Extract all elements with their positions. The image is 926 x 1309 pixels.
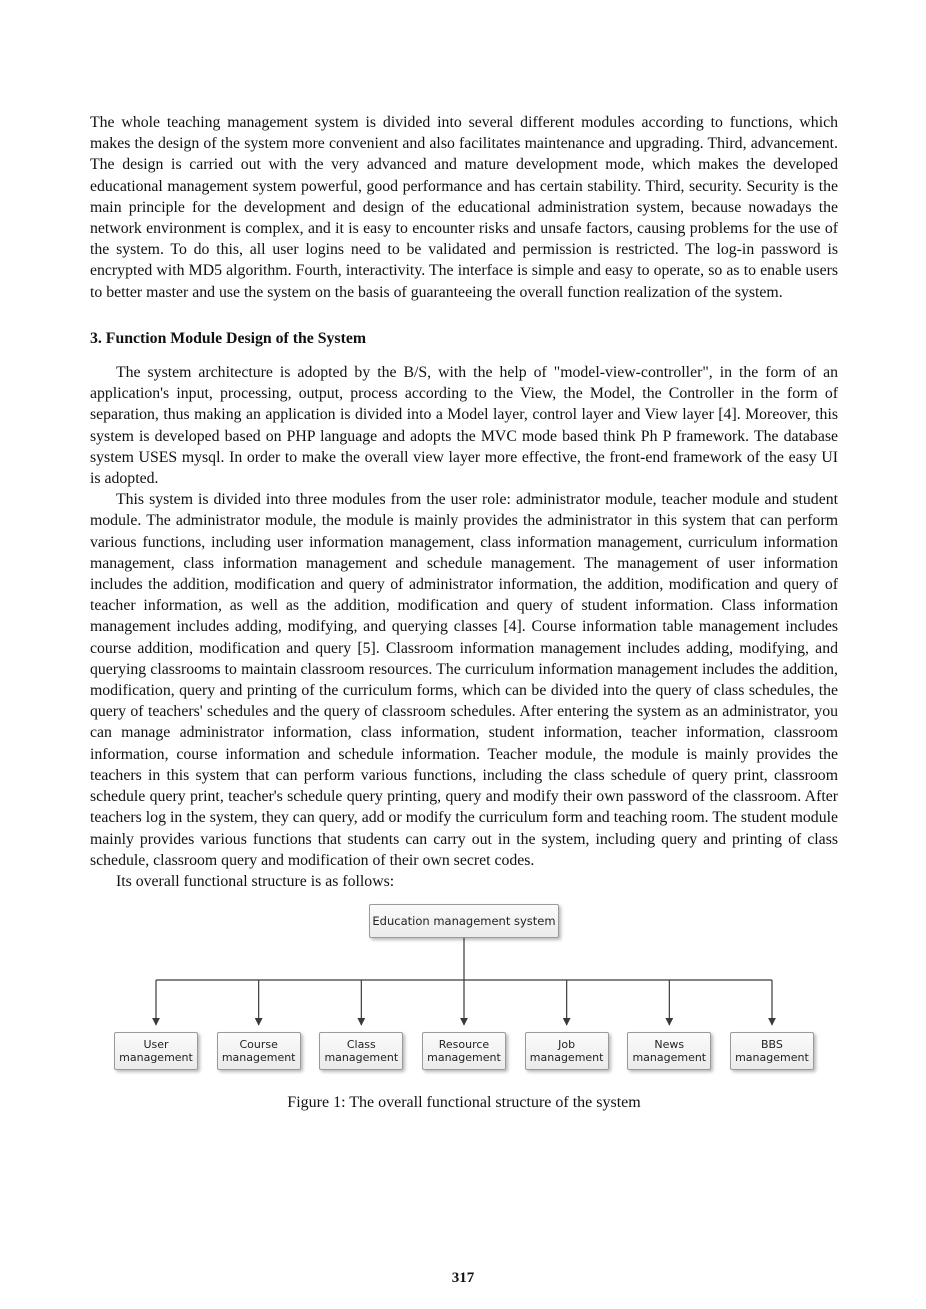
diagram-node-news-management: News management	[627, 1032, 711, 1070]
paragraph-architecture: The system architecture is adopted by the B/S, with the help of "model-view-controller", in the form of an application's input, processing, output, process according to the View, the Model, the Controller in the form of separation, thus making an application is divided into a Model layer, control layer and View layer [4]. Moreover, this system is developed based on PHP language and adopts the MVC mode based think Ph P framework. The database system USES mysql. In order to make the overall view layer more effective, the front-end framework of the easy UI is adopted.	[90, 364, 838, 488]
diagram-node-job-management: Job management	[525, 1032, 609, 1070]
diagram-node-bbs-management: BBS management	[730, 1032, 814, 1070]
paragraph-design-principles: The whole teaching management system is divided into several different modules according to functions, which makes the design of the system more convenient and also facilitates maintenance and upgrading. Third, advancement. The design is carried out with the very advanced and mature development mode, which makes the developed educational management system powerful, good performance and has certain stability. Third, security. Security is the main principle for the development and design of the educational administration system, because nowadays the network environment is complex, and it is easy to encounter risks and unsafe factors, causing problems for the use of the system. To do this, all user logins need to be validated and permission is restricted. The log-in password is encrypted with MD5 algorithm. Fourth, interactivity. The interface is simple and easy to operate, so as to enable users to better master and use the system on the basis of guaranteeing the overall function realization of the system.	[90, 114, 838, 301]
diagram-root-node: Education management system	[369, 904, 559, 938]
diagram-node-class-management: Class management	[319, 1032, 403, 1070]
figure-caption: Figure 1: The overall functional structure of the system	[287, 1094, 641, 1112]
functional-structure-diagram	[114, 904, 814, 1070]
diagram-node-user-management: User management	[114, 1032, 198, 1070]
diagram-children-row	[114, 1032, 814, 1070]
diagram-node-resource-management: Resource management	[422, 1032, 506, 1070]
paragraph-structure-lead: Its overall functional structure is as follows:	[116, 872, 395, 890]
figure-1	[90, 904, 838, 1113]
paragraph-modules: This system is divided into three modules from the user role: administrator module, teacher module and student module. The administrator module, the module is mainly provides the administrator in this system that can perform various functions, including user information management, class information management, curriculum information management, class information management and schedule management. The management of user information includes the addition, modification and query of administrator information, the addition, modification and query of teacher information, as well as the addition, modification and query of student information. Class information management includes adding, modifying, and querying classes [4]. Course information table management includes course addition, modification and query [5]. Classroom information management includes adding, modifying, and querying classrooms to maintain classroom resources. The curriculum information management includes the addition, modification, query and printing of the curriculum forms, which can be divided into the query of class schedules, the query of teachers' schedules and the query of classroom schedules. After entering the system as an administrator, you can manage administrator information, class information, student information, teacher information, classroom information, course information and schedule information. Teacher module, the module is mainly provides the teachers in this system that can perform various functions, including the class schedule of query print, classroom schedule query print, teacher's schedule query printing, query and modify their own password of the classroom. After teachers log in the system, they can query, add or modify the curriculum form and teaching room. The student module mainly provides various functions that students can carry out in the system, including query and printing of class schedule, classroom query and modification of their own secret codes.	[90, 491, 838, 869]
page-number: 317	[451, 1269, 475, 1286]
diagram-node-course-management: Course management	[217, 1032, 301, 1070]
section-heading: 3. Function Module Design of the System	[90, 329, 367, 347]
